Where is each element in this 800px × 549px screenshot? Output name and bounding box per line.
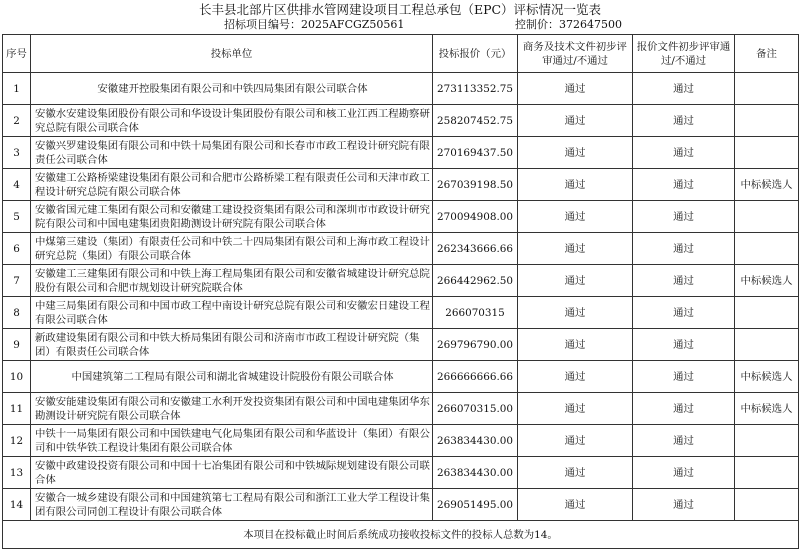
row-no: 11 xyxy=(3,393,31,425)
row-no: 8 xyxy=(3,297,31,329)
table-row xyxy=(3,457,799,489)
row-remark xyxy=(735,201,799,233)
row-price: 266442962.50 xyxy=(433,265,518,297)
row-tech-review: 通过 xyxy=(518,425,633,457)
row-price: 262343666.66 xyxy=(433,233,518,265)
row-remark xyxy=(735,297,799,329)
row-price-review: 通过 xyxy=(633,137,735,169)
page-title: 长丰县北部片区供排水管网建设项目工程总承包（EPC）评标情况一览表 xyxy=(198,2,602,17)
header-price: 投标报价（元） xyxy=(433,35,518,73)
row-tech-review: 通过 xyxy=(518,489,633,521)
row-price-review: 通过 xyxy=(633,329,735,361)
row-price: 270169437.50 xyxy=(433,137,518,169)
row-no: 9 xyxy=(3,329,31,361)
table-header-row xyxy=(3,35,799,73)
control-price: 控制价：372647500 xyxy=(515,18,622,31)
row-remark xyxy=(735,73,799,105)
row-price-review: 通过 xyxy=(633,73,735,105)
row-bidder: 安徽省国元建工集团有限公司和安徽建工建设投资集团有限公司和深圳市市政设计研究院有限公司和中国电建集团贵阳勘测设计研究院有限公司联合体 xyxy=(31,201,433,233)
row-price-review: 通过 xyxy=(633,297,735,329)
row-price: 263834430.00 xyxy=(433,457,518,489)
row-price-review: 通过 xyxy=(633,489,735,521)
row-price-review: 通过 xyxy=(633,169,735,201)
row-no: 2 xyxy=(3,105,31,137)
row-remark xyxy=(735,233,799,265)
row-price-review: 通过 xyxy=(633,425,735,457)
row-bidder: 安徽建工公路桥梁建设集团有限公司和合肥市公路桥梁工程有限责任公司和天津市政工程设计研究总院有限公司联合体 xyxy=(31,169,433,201)
row-price: 266070315.00 xyxy=(433,393,518,425)
row-price: 266070315 xyxy=(433,297,518,329)
header-remark: 备注 xyxy=(735,35,799,73)
table-row xyxy=(3,169,799,201)
row-no: 4 xyxy=(3,169,31,201)
table-row xyxy=(3,297,799,329)
row-remark: 中标候选人 xyxy=(735,265,799,297)
row-price: 267039198.50 xyxy=(433,169,518,201)
row-tech-review: 通过 xyxy=(518,169,633,201)
row-remark xyxy=(735,137,799,169)
table-row xyxy=(3,361,799,393)
row-bidder: 中铁十一局集团有限公司和中国铁建电气化局集团有限公司和华蓝设计（集团）有限公司和中铁华铁工程设计集团有限公司联合体 xyxy=(31,425,433,457)
row-price: 273113352.75 xyxy=(433,73,518,105)
table-row xyxy=(3,201,799,233)
table-row xyxy=(3,73,799,105)
header-tech-review: 商务及技术文件初步评审通过/不通过 xyxy=(518,35,633,73)
header-no: 序号 xyxy=(3,35,31,73)
row-tech-review: 通过 xyxy=(518,297,633,329)
row-remark: 中标候选人 xyxy=(735,393,799,425)
row-price-review: 通过 xyxy=(633,457,735,489)
row-price-review: 通过 xyxy=(633,105,735,137)
row-price: 266666666.66 xyxy=(433,361,518,393)
row-remark: 中标候选人 xyxy=(735,361,799,393)
row-no: 13 xyxy=(3,457,31,489)
row-no: 5 xyxy=(3,201,31,233)
row-bidder: 安徽中政建设投资有限公司和中国十七冶集团有限公司和中铁城际规划建设有限公司联合体 xyxy=(31,457,433,489)
row-price: 269051495.00 xyxy=(433,489,518,521)
row-tech-review: 通过 xyxy=(518,329,633,361)
row-no: 14 xyxy=(3,489,31,521)
table-row xyxy=(3,233,799,265)
evaluation-table xyxy=(2,34,799,549)
table-row xyxy=(3,105,799,137)
table-row xyxy=(3,137,799,169)
row-bidder: 安徽兴罗建设集团有限公司和中铁十局集团有限公司和长春市市政工程设计研究院有限责任公司联合体 xyxy=(31,137,433,169)
row-tech-review: 通过 xyxy=(518,201,633,233)
row-remark xyxy=(735,105,799,137)
row-no: 10 xyxy=(3,361,31,393)
row-bidder: 安徽水安建设集团股份有限公司和华设设计集团股份有限公司和核工业江西工程勘察研究总院有限公司联合体 xyxy=(31,105,433,137)
header-price-review: 报价文件初步评审通过/不通过 xyxy=(633,35,735,73)
table-row xyxy=(3,265,799,297)
row-bidder: 安徽建工三建集团有限公司和中铁上海工程局集团有限公司和安徽省城建设计研究总院股份有限公司和合肥市规划设计研究院联合体 xyxy=(31,265,433,297)
row-remark xyxy=(735,457,799,489)
row-remark xyxy=(735,329,799,361)
row-no: 3 xyxy=(3,137,31,169)
row-tech-review: 通过 xyxy=(518,265,633,297)
row-tech-review: 通过 xyxy=(518,233,633,265)
row-remark xyxy=(735,425,799,457)
row-remark: 中标候选人 xyxy=(735,169,799,201)
row-price: 263834430.00 xyxy=(433,425,518,457)
row-price-review: 通过 xyxy=(633,361,735,393)
row-bidder: 新政建设集团有限公司和中铁大桥局集团有限公司和济南市市政工程设计研究院（集团）有限责任公司联合体 xyxy=(31,329,433,361)
row-price-review: 通过 xyxy=(633,201,735,233)
row-price: 258207452.75 xyxy=(433,105,518,137)
row-price-review: 通过 xyxy=(633,233,735,265)
row-price-review: 通过 xyxy=(633,393,735,425)
project-number: 招标项目编号：2025AFCGZ50561 xyxy=(224,18,405,31)
footer-note: 本项目在投标截止时间后系统成功接收投标文件的投标人总数为14。 xyxy=(3,521,799,549)
row-bidder: 安徽建开控股集团有限公司和中铁四局集团有限公司联合体 xyxy=(31,73,433,105)
table-row xyxy=(3,393,799,425)
row-tech-review: 通过 xyxy=(518,137,633,169)
row-no: 6 xyxy=(3,233,31,265)
row-bidder: 中建三局集团有限公司和中国市政工程中南设计研究总院有限公司和安徽宏日建设工程有限公司联合体 xyxy=(31,297,433,329)
row-tech-review: 通过 xyxy=(518,105,633,137)
row-bidder: 安徽安能建设集团有限公司和安徽建工水利开发投资集团有限公司和中国电建集团华东勘测设计研究院有限公司联合体 xyxy=(31,393,433,425)
row-price: 270094908.00 xyxy=(433,201,518,233)
header-bidder: 投标单位 xyxy=(31,35,433,73)
row-no: 7 xyxy=(3,265,31,297)
row-no: 12 xyxy=(3,425,31,457)
row-tech-review: 通过 xyxy=(518,393,633,425)
row-price: 269796790.00 xyxy=(433,329,518,361)
row-price-review: 通过 xyxy=(633,265,735,297)
table-row xyxy=(3,489,799,521)
row-remark xyxy=(735,489,799,521)
row-bidder: 中煤第三建设（集团）有限责任公司和中铁二十四局集团有限公司和上海市政工程设计研究总院（集团）有限公司联合体 xyxy=(31,233,433,265)
row-tech-review: 通过 xyxy=(518,361,633,393)
row-tech-review: 通过 xyxy=(518,457,633,489)
row-tech-review: 通过 xyxy=(518,73,633,105)
row-no: 1 xyxy=(3,73,31,105)
row-bidder: 中国建筑第二工程局有限公司和湖北省城建设计院股份有限公司联合体 xyxy=(31,361,433,393)
table-row xyxy=(3,329,799,361)
row-bidder: 安徽合一城乡建设有限公司和中国建筑第七工程局有限公司和浙江工业大学工程设计集团有限公司同创工程设计有限公司联合体 xyxy=(31,489,433,521)
table-row xyxy=(3,425,799,457)
